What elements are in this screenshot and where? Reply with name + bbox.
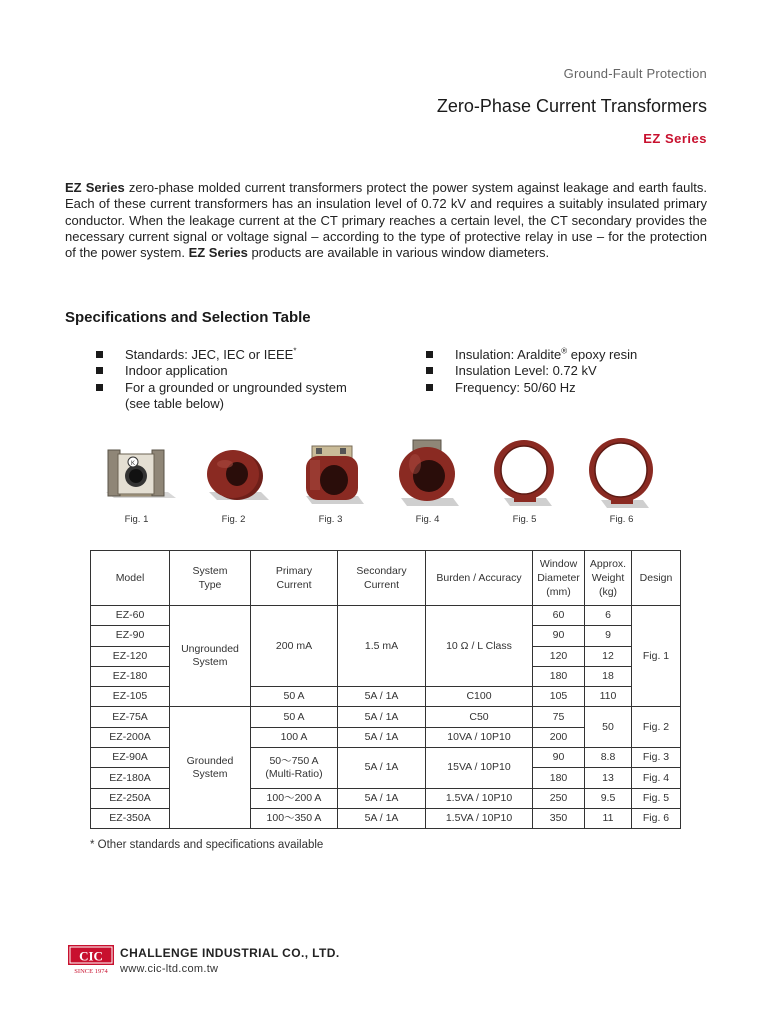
spec-bullets-right [426, 347, 726, 396]
cell-window: 60 [533, 606, 585, 626]
table-row [91, 606, 681, 626]
figure-4 [379, 434, 476, 526]
spec-bullets-left [96, 347, 396, 412]
company-name: CHALLENGE INDUSTRIAL CO., LTD. [120, 946, 340, 960]
bullet-indoor [96, 363, 396, 379]
cell-secondary: 5A / 1A [338, 727, 426, 747]
bullet-standards-mark: * [293, 346, 297, 356]
cell-weight: 12 [585, 646, 632, 666]
cell-primary: 50 A [251, 707, 338, 727]
cell-burden: C100 [426, 687, 533, 707]
intro-text-2: products are available in various window diameters. [247, 245, 550, 261]
cell-design: Fig. 2 [632, 707, 681, 748]
cell-design: Fig. 1 [632, 606, 681, 707]
bullet-insulation-pre: Insulation: Araldite [455, 347, 562, 362]
cell-burden: 15VA / 10P10 [426, 748, 533, 789]
cell-weight: 13 [585, 768, 632, 788]
header-model: Model [91, 551, 170, 606]
intro-text-1: zero-phase molded current transformers protect the power system against leakage and earth faults. Each of these current transformers has an insulation level of 0.72 kV and requires a suitably insulated primary conductor. When the leakage current at the CT primary reaches a certain level, the CT secondary provides the necessary current signal or voltage signal – according to the type of protective relay in use – for the protection of the power system. [65, 180, 707, 261]
cell-burden: 1.5VA / 10P10 [426, 808, 533, 828]
cell-primary: 50 A [251, 687, 338, 707]
cell-model: EZ-350A [91, 808, 170, 828]
ct-large-ring-image [476, 434, 573, 514]
product-figures [88, 434, 670, 534]
cell-secondary: 5A / 1A [338, 707, 426, 727]
cell-primary: 100～350 A [251, 808, 338, 828]
cell-window: 180 [533, 666, 585, 686]
cell-model: EZ-250A [91, 788, 170, 808]
category-label: Ground-Fault Protection [563, 66, 707, 81]
cell-model: EZ-180A [91, 768, 170, 788]
cell-secondary: 5A / 1A [338, 748, 426, 789]
cell-secondary: 5A / 1A [338, 687, 426, 707]
cell-window: 75 [533, 707, 585, 727]
figure-2 [185, 434, 282, 526]
bullet-level-text: Insulation Level: 0.72 kV [455, 363, 597, 379]
header-primary-current: Primary Current [251, 551, 338, 606]
cell-model: EZ-120 [91, 646, 170, 666]
ct-largest-ring-image [573, 434, 670, 514]
ct-terminal-block-image [282, 434, 379, 514]
cell-window: 250 [533, 788, 585, 808]
cell-burden: 1.5VA / 10P10 [426, 788, 533, 808]
bullet-insulation-mark: ® [561, 346, 568, 356]
logo-text: CIC [79, 948, 103, 964]
bullet-insulation [426, 347, 726, 363]
table-header-row [91, 551, 681, 606]
cell-weight: 11 [585, 808, 632, 828]
cell-secondary: 1.5 mA [338, 606, 426, 687]
header-weight: Approx. Weight (kg) [585, 551, 632, 606]
cell-design: Fig. 5 [632, 788, 681, 808]
cell-weight: 8.8 [585, 748, 632, 768]
bullet-insulation-post: epoxy resin [567, 347, 638, 362]
figure-3 [282, 434, 379, 526]
bullet-standards-text: Standards: JEC, IEC or IEEE [125, 347, 294, 362]
cell-burden: C50 [426, 707, 533, 727]
bullet-system [96, 380, 396, 413]
cell-weight: 9 [585, 626, 632, 646]
cell-secondary: 5A / 1A [338, 808, 426, 828]
cell-model: EZ-60 [91, 606, 170, 626]
figure-5-caption: Fig. 5 [512, 514, 537, 525]
selection-table [90, 550, 681, 829]
figure-1 [88, 434, 185, 526]
ct-square-frame-image [88, 434, 185, 514]
cell-design: Fig. 4 [632, 768, 681, 788]
cell-weight: 50 [585, 707, 632, 748]
bullet-system-line1: For a grounded or ungrounded system [125, 379, 347, 395]
cell-secondary: 5A / 1A [338, 788, 426, 808]
header-burden-accuracy: Burden / Accuracy [426, 551, 533, 606]
company-logo [68, 945, 114, 975]
figure-3-caption: Fig. 3 [318, 514, 343, 525]
cell-model: EZ-105 [91, 687, 170, 707]
cell-model: EZ-200A [91, 727, 170, 747]
cell-burden: 10 Ω / L Class [426, 606, 533, 687]
cell-system-ungrounded: Ungrounded System [170, 606, 251, 707]
cell-primary: 200 mA [251, 606, 338, 687]
ct-small-round-image [185, 434, 282, 514]
cell-burden: 10VA / 10P10 [426, 727, 533, 747]
cell-model: EZ-90 [91, 626, 170, 646]
cell-weight: 6 [585, 606, 632, 626]
intro-paragraph [65, 180, 707, 261]
footnote: * Other standards and specifications available [90, 839, 324, 851]
bullet-indoor-text: Indoor application [125, 363, 228, 379]
figure-6 [573, 434, 670, 526]
figure-2-caption: Fig. 2 [221, 514, 246, 525]
logo-since: SINCE 1974 [74, 968, 108, 975]
cell-window: 120 [533, 646, 585, 666]
figure-1-caption: Fig. 1 [124, 514, 149, 525]
bullet-standards [96, 347, 396, 363]
cell-weight: 18 [585, 666, 632, 686]
cell-window: 90 [533, 748, 585, 768]
bullet-frequency-text: Frequency: 50/60 Hz [455, 379, 576, 395]
cell-system-grounded: Grounded System [170, 707, 251, 829]
header-design: Design [632, 551, 681, 606]
cell-model: EZ-90A [91, 748, 170, 768]
section-heading: Specifications and Selection Table [65, 309, 311, 326]
cell-window: 105 [533, 687, 585, 707]
header-secondary-current: Secondary Current [338, 551, 426, 606]
cell-design: Fig. 3 [632, 748, 681, 768]
figure-4-caption: Fig. 4 [415, 514, 440, 525]
page-title: Zero-Phase Current Transformers [436, 96, 707, 116]
table-row [91, 707, 681, 727]
series-label: EZ Series [643, 131, 707, 146]
cell-weight: 9.5 [585, 788, 632, 808]
cell-design: Fig. 6 [632, 808, 681, 828]
cell-window: 350 [533, 808, 585, 828]
cell-primary: 100～200 A [251, 788, 338, 808]
bullet-system-line2: (see table below) [125, 395, 224, 411]
figure-6-caption: Fig. 6 [609, 514, 634, 525]
figure-5 [476, 434, 573, 526]
header-system-type: System Type [170, 551, 251, 606]
cell-model: EZ-180 [91, 666, 170, 686]
intro-mid-bold: EZ Series [188, 245, 248, 261]
intro-lead-bold: EZ Series [65, 180, 125, 195]
cell-weight: 110 [585, 687, 632, 707]
company-website[interactable]: www.cic-ltd.com.tw [120, 963, 219, 975]
ct-top-terminal-image [379, 434, 476, 514]
cell-window: 200 [533, 727, 585, 747]
cell-primary-multi-ratio: 50～750 A (Multi-Ratio) [251, 748, 338, 789]
cell-window: 90 [533, 626, 585, 646]
header-window-diameter: Window Diameter (mm) [533, 551, 585, 606]
cell-primary: 100 A [251, 727, 338, 747]
cell-model: EZ-75A [91, 707, 170, 727]
cell-window: 180 [533, 768, 585, 788]
bullet-level [426, 363, 726, 379]
svg-text:K: K [130, 461, 136, 467]
bullet-frequency [426, 380, 726, 396]
